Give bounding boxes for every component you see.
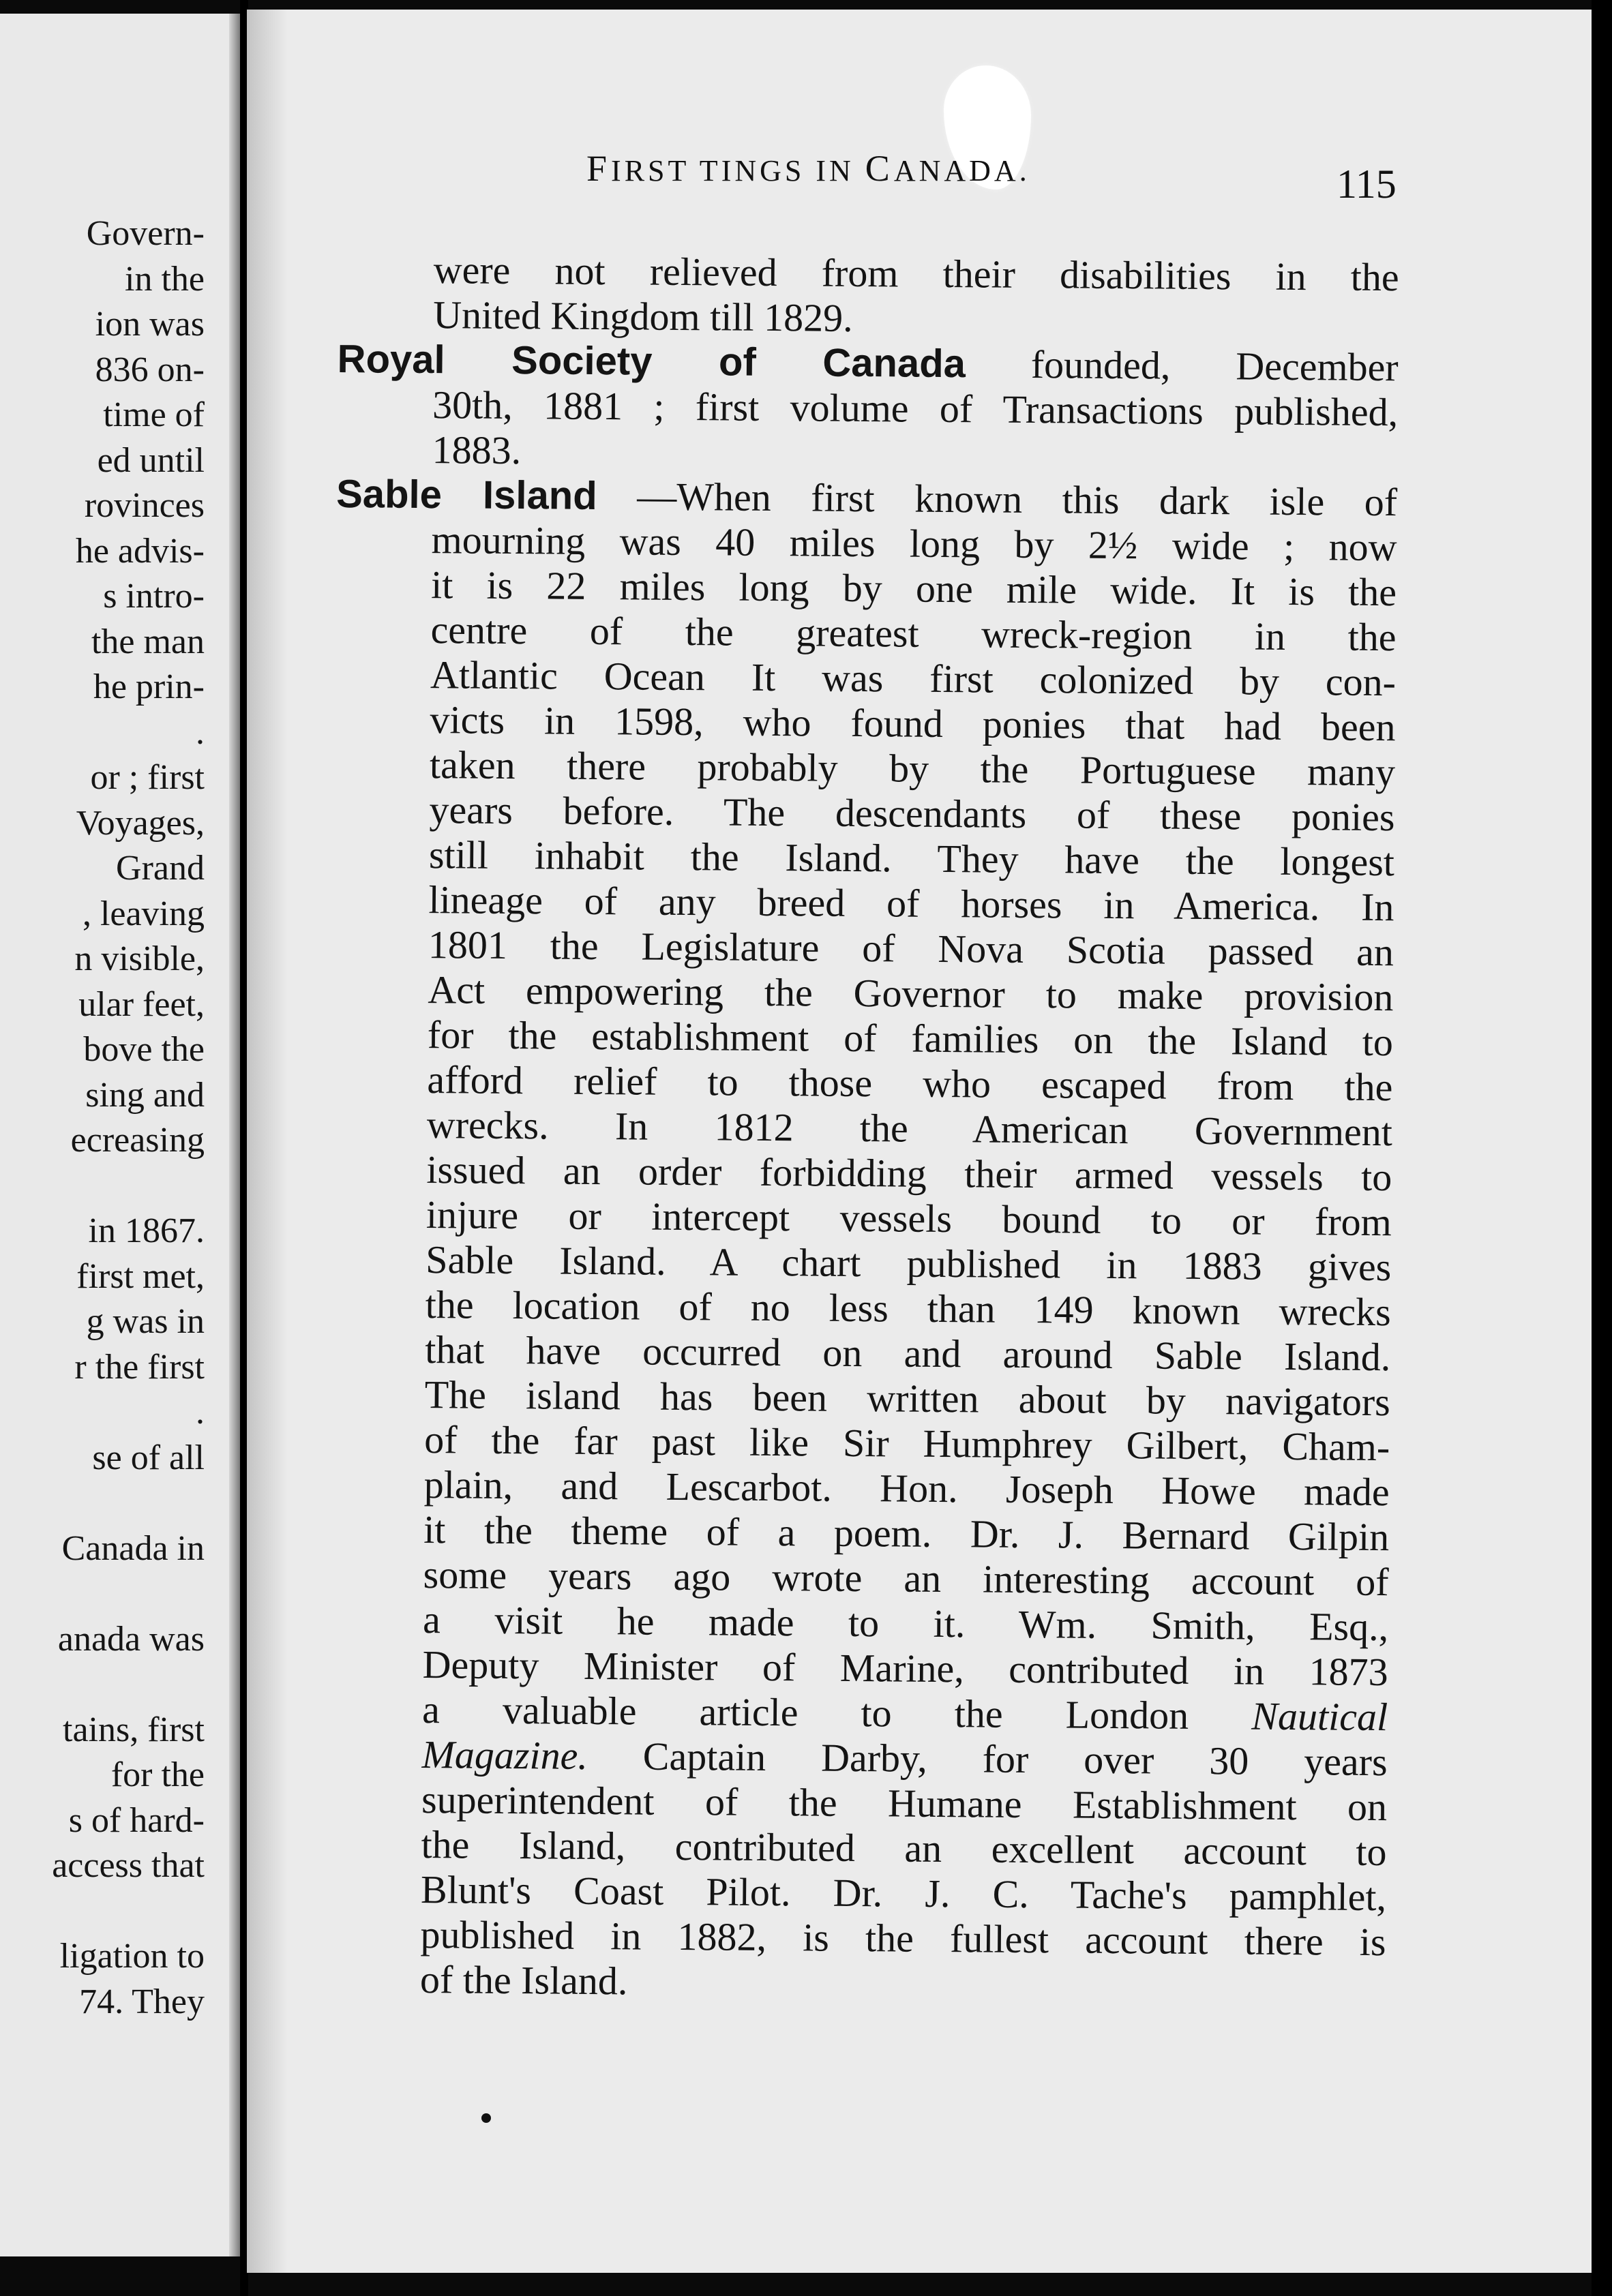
italic-title: Nautical [1251, 1693, 1388, 1740]
left-page-line: access that [52, 1846, 205, 1885]
text-line: United Kingdom till 1829. [432, 292, 853, 340]
body-text [325, 247, 1399, 2010]
left-page-line: s intro- [103, 577, 205, 616]
running-head-f: F [586, 148, 612, 189]
text-line: a valuable article to the London [421, 1687, 1189, 1738]
text-line: it the theme of a poem. Dr. J. Bernard Gilpin [423, 1507, 1390, 1560]
text-line: superintendent of the Humane Establishment on [421, 1777, 1388, 1830]
page-number: 115 [1337, 162, 1397, 207]
entry-sable-island [336, 472, 1397, 525]
text-line: Deputy Minister of Marine, contributed in 1873 [422, 1642, 1388, 1695]
text-line: —When first known this dark isle of [597, 473, 1398, 525]
left-page-line: in 1867. [88, 1211, 205, 1250]
left-page-line: g was in [86, 1302, 205, 1341]
text-line: injure or intercept vessels bound to or from [426, 1192, 1392, 1245]
text-line: some years ago wrote an interesting account of [423, 1552, 1389, 1605]
text-line-with-italic [326, 1732, 1387, 1785]
running-head-anada: ANADA. [893, 154, 1030, 187]
left-page-line: in the [125, 259, 205, 299]
left-page-line: or ; first [90, 758, 205, 797]
text-line: lineage of any breed of horses in America. In [428, 877, 1394, 930]
text-line: 1883. [432, 427, 522, 473]
left-page-line: sing and [85, 1075, 205, 1115]
page-right-edge [1592, 0, 1612, 2296]
running-head [586, 147, 1030, 190]
entry-royal-society [337, 337, 1398, 390]
text-line-with-italic [327, 1687, 1388, 1740]
left-page-line: he advis- [75, 531, 205, 571]
text-line: taken there probably by the Portuguese many [429, 742, 1396, 795]
text-line: Act empowering the Governor to make provision [428, 967, 1394, 1020]
ink-dot [481, 2113, 491, 2123]
left-page-line: for the [110, 1755, 205, 1794]
text-line: 30th, 1881 ; first volume of Transactions published, [432, 382, 1399, 435]
left-page-line: ion was [95, 305, 205, 344]
text-line: issued an order forbidding their armed vessels to [426, 1147, 1392, 1200]
left-page-line: first met, [76, 1256, 205, 1296]
text-line: years before. The descendants of these ponies [429, 787, 1395, 840]
running-head-first-t: IRST T [611, 154, 721, 187]
left-page-line: bove the [83, 1030, 205, 1069]
text-line: the location of no less than 149 known wrecks [425, 1282, 1392, 1335]
left-page-gutter-shadow [229, 14, 240, 2256]
left-page-line: the man [91, 622, 205, 661]
left-page-line: . [196, 1393, 205, 1432]
text-line: Atlantic Ocean It was first colonized by con- [430, 652, 1397, 705]
italic-title: Magazine. [421, 1732, 588, 1778]
left-page-line: ed until [97, 440, 205, 480]
left-page-line: r the first [74, 1347, 205, 1387]
text-line: still inhabit the Island. They have the longest [428, 832, 1395, 885]
text-line: it is 22 miles long by one mile wide. It is the [430, 562, 1397, 615]
text-line: The island has been written about by navigators [424, 1372, 1390, 1425]
left-page-line: ecreasing [70, 1121, 205, 1160]
left-page-line: he prin- [93, 667, 205, 706]
text-line: 1801 the Legislature of Nova Scotia passed an [428, 922, 1394, 975]
text-line: afford relief to those who escaped from the [427, 1057, 1393, 1110]
text-line: Blunt's Coast Pilot. Dr. J. C. Tache's pamphlet, [420, 1867, 1387, 1920]
left-facing-page [0, 14, 240, 2256]
left-page-line: Govern- [86, 214, 205, 253]
left-page-line: Voyages, [76, 803, 205, 843]
left-page-line: ular feet, [78, 984, 205, 1024]
text-line: the Island, contributed an excellent account to [421, 1822, 1387, 1875]
text-line: that have occurred on and around Sable Island. [425, 1327, 1391, 1380]
text-line: victs in 1598, who found ponies that had been [430, 697, 1396, 750]
text-line: plain, and Lescarbot. Hon. Joseph Howe made [423, 1462, 1390, 1515]
left-page-line: 836 on- [95, 350, 205, 389]
left-page-line: 74. They [79, 1982, 205, 2021]
left-page-line: anada was [57, 1619, 205, 1659]
text-line: of the far past like Sir Humphrey Gilbert, Cham- [424, 1417, 1390, 1470]
left-page-line: s of hard- [68, 1800, 205, 1840]
text-line: Sable Island. A chart published in 1883 gives [426, 1237, 1392, 1290]
left-page-line: tains, first [63, 1710, 205, 1749]
left-page-line: Canada in [61, 1528, 205, 1568]
text-line: published in 1882, is the fullest account there is [420, 1912, 1386, 1965]
left-page-line: time of [103, 395, 205, 434]
running-head-hings-in: INGS IN [721, 154, 865, 187]
left-page-line: . [196, 712, 205, 752]
text-line: centre of the greatest wreck-region in the [430, 607, 1397, 660]
text-line: for the establishment of families on the Island to [427, 1012, 1394, 1065]
running-head-c: C [865, 148, 894, 189]
text-line: mourning was 40 miles long by 2½ wide ; now [431, 517, 1397, 570]
left-page-line: se of all [92, 1438, 205, 1477]
left-page-line: ligation to [59, 1937, 205, 1976]
text-line: Captain Darby, for over 30 years [587, 1733, 1388, 1785]
text-line: were not relieved from their disabilities in the [433, 247, 1399, 300]
text-line: wrecks. In 1812 the American Government [426, 1102, 1393, 1155]
left-page-line: Grand [116, 849, 205, 888]
text-line: of the Island. [419, 1957, 628, 2004]
text-line: founded, December [965, 342, 1399, 390]
entry-heading-royal-society: Royal Society of Canada [337, 336, 966, 387]
left-page-line: rovinces [84, 486, 205, 525]
text-line: a visit he made to it. Wm. Smith, Esq., [422, 1597, 1389, 1650]
left-page-line: n visible, [74, 939, 205, 978]
left-page-line: , leaving [82, 894, 205, 933]
entry-heading-sable-island: Sable Island [335, 471, 597, 518]
